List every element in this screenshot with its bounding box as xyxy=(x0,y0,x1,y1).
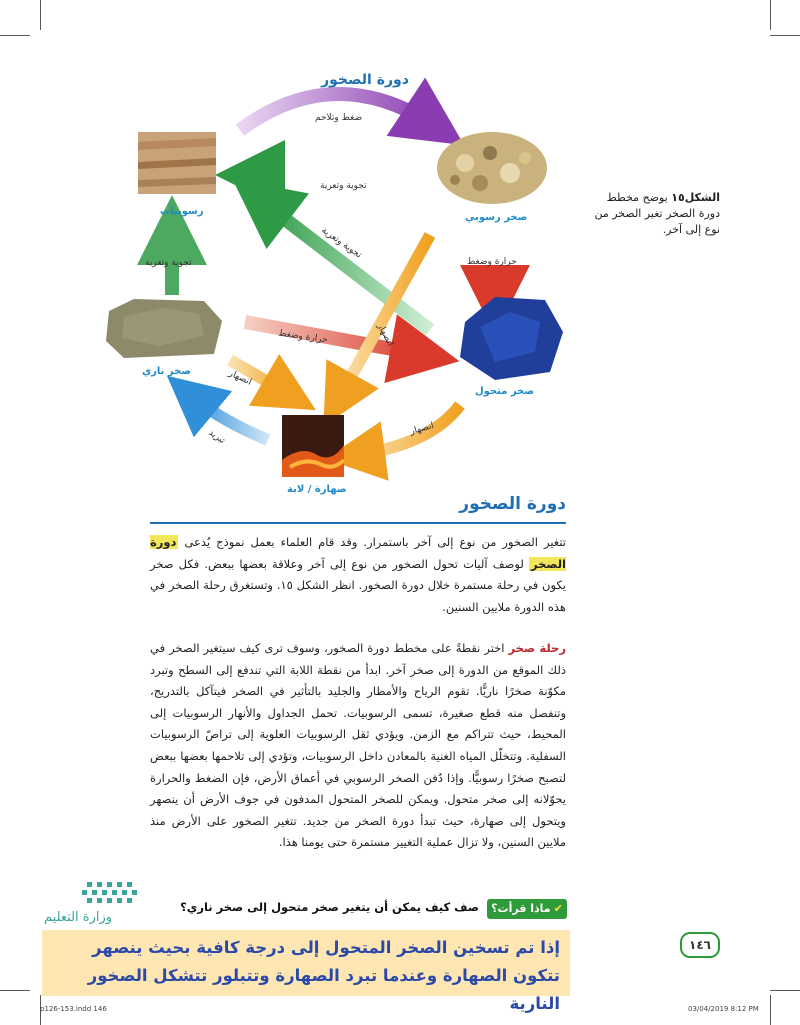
reading-check-badge-label: ماذا قرأت؟ xyxy=(491,902,551,915)
sedimentary-rock-image xyxy=(435,128,550,206)
crop-mark xyxy=(770,0,771,30)
arrow-label-melting: انصهار xyxy=(227,368,254,388)
intro-paragraph xyxy=(150,532,566,618)
crop-mark xyxy=(770,990,800,991)
sediments-image xyxy=(138,132,216,194)
arrow-label-melting: انصهار xyxy=(374,322,396,348)
checkmark-icon: ✔ xyxy=(553,902,563,915)
key-term-rock-cycle: دورة الصخر xyxy=(150,535,566,571)
reading-check-question: صف كيف يمكن أن يتغير صخر متحول إلى صخر ناري؟ xyxy=(180,900,479,914)
slug-file-info: p126-153.indd 146 xyxy=(40,1005,107,1013)
arrow-label-weathering: تجوية وتعرية xyxy=(320,181,367,191)
diagram-title: دورة الصخور xyxy=(321,72,409,88)
figure-caption-text: يوضح مخطط دورة الصخر تغير الصخر من نوع إلى آخر. xyxy=(594,191,720,236)
reading-check xyxy=(165,898,565,920)
crop-mark xyxy=(0,35,30,36)
reading-check-badge xyxy=(487,899,567,919)
metamorphic-rock-image xyxy=(455,292,565,382)
section-heading: دورة الصخور xyxy=(459,494,566,514)
magma-label: صهارة / لابة xyxy=(287,484,347,495)
figure-caption-label: الشكل١٥ xyxy=(671,191,720,204)
arrow-label-cooling: تبريد xyxy=(206,427,227,447)
heading-rule xyxy=(150,522,566,524)
rock-journey-text: اختر نقطةً على مخطط دورة الصخور، وسوف ترى كيف سيتغير الصخر في ذلك الموقع من الدورة إلى صخر آخر. ابدأ من نقطة اللابة التي تندفع إلى السطح وتبرد مكوّنة صخرًا ناريًّا. تقوم الرياح والأمطار والجليد بالتأثير في الصخر فيتآكل بالتدريج، وتنفصل منه قطع صغيرة، تسمى الرسوبيات. تحمل الجداول والأنهار الرسوبيات إلى المحيط، حيث تتراكم مع الزمن. ويؤدي ثقل الرسوبيات العلوية إلى تراصّ الرسوبيات السفلية. وتتخلّل المياه الغنية بالمعادن داخل الرسوبيات، وتؤدي إلى تلاحمها بعضها ببعض لتصبح صخرًا رسوبيًّا. وإذا دُفن الصخر الرسوبي في أعماق الأرض، فإن الضغط والحرارة يحوّلانه إلى صخر متحول. ويمكن للصخر المتحول المدفون في جوف الأرض أن ينصهر ويتحول إلى صهارة، حيث تبدأ دورة الصخر من جديد. تتغير الصخور على الأرض منذ ملايين السنين، ولا تزال عملية التغيير مستمرة حتى يومنا هذا. xyxy=(150,641,566,850)
crop-mark xyxy=(770,35,800,36)
magma-image xyxy=(282,415,344,477)
arrow-label-compaction: ضغط وتلاحم xyxy=(315,113,363,123)
answer-text: إذا تم تسخين الصخر المتحول إلى درجة كافية بحيث ينصهر تتكون الصهارة وعندما تبرد الصهارة وتتبلور تتشكل الصخور النارية xyxy=(87,938,560,1013)
slug-date-info: 03/04/2019 8:12 PM xyxy=(688,1005,759,1013)
arrow-label-heat-pressure: حرارة وضغط xyxy=(277,328,329,346)
arrow-label-melting: انصهار xyxy=(409,421,435,437)
crop-mark xyxy=(770,995,771,1025)
intro-text-part2: لوصف آليات تحول الصخور من نوع إلى آخر وعلاقة بعضها ببعض. فكل صخر يكون في رحلة مستمرة خلال دورة الصخور. انظر الشكل ١٥. وتستغرق رحلة الصخر في هذه الدورة ملايين السنين. xyxy=(150,556,567,614)
arrow-label-weathering: تجوية وتعرية xyxy=(319,225,364,261)
rock-journey-paragraph xyxy=(150,638,566,854)
figure-caption xyxy=(590,190,720,238)
igneous-rock-label: صخر ناري xyxy=(142,366,192,377)
ministry-name: وزارة التعليم xyxy=(44,910,113,925)
arrow-label-weathering: تجوية وتعرية xyxy=(145,258,192,268)
page-number: ١٤٦ xyxy=(680,932,720,958)
intro-text-part1: تتغير الصخور من نوع إلى آخر باستمرار. وقد قام العلماء بعمل نموذج يُدعى xyxy=(184,535,567,549)
subheading-rock-journey: رحلة صخر xyxy=(508,641,567,655)
crop-mark xyxy=(40,0,41,30)
metamorphic-rock-label: صخر متحول xyxy=(475,386,534,397)
igneous-rock-image xyxy=(104,296,224,360)
crop-mark xyxy=(0,990,30,991)
sediments-label: رسوبيات xyxy=(160,206,204,217)
arrow-label-heat-pressure: حرارة وضغط xyxy=(467,257,517,267)
rock-cycle-diagram xyxy=(90,60,590,510)
sedimentary-rock-label: صخر رسوبي xyxy=(465,212,528,223)
